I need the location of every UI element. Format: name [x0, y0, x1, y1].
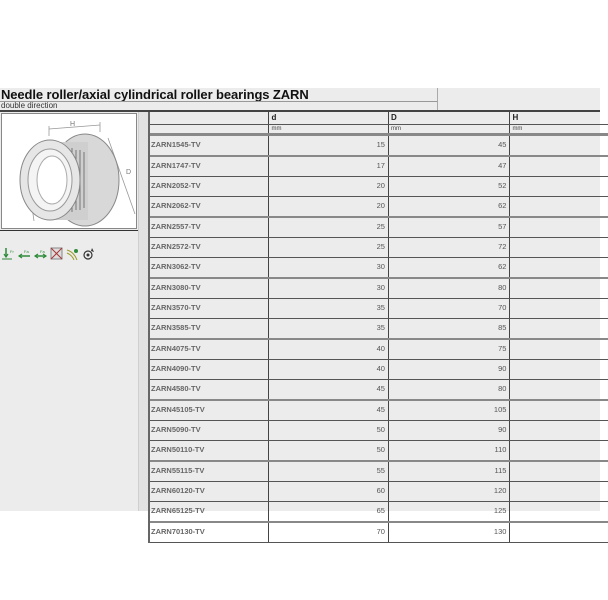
unit-H: mm — [512, 126, 523, 132]
table-body — [150, 136, 608, 543]
product-page — [0, 87, 600, 536]
D-cell: 130 — [389, 523, 510, 542]
page-subtitle: double direction — [1, 101, 58, 110]
designation-cell[interactable]: ZARN3585-TV — [150, 319, 269, 338]
designation-cell[interactable]: ZARN1545-TV — [150, 136, 269, 155]
designation-cell[interactable]: ZARN65125-TV — [150, 502, 269, 521]
D-cell: 110 — [389, 441, 510, 460]
D-cell: 57 — [389, 218, 510, 237]
H-cell — [510, 340, 608, 359]
D-cell: 80 — [389, 380, 510, 399]
designation-cell[interactable]: ZARN4090-TV — [150, 360, 269, 379]
H-cell — [510, 462, 608, 481]
D-cell: 125 — [389, 502, 510, 521]
H-cell — [510, 502, 608, 521]
D-cell: 105 — [389, 401, 510, 420]
H-cell — [510, 238, 608, 257]
d-cell: 45 — [269, 401, 388, 420]
bearing-drawing-icon — [2, 114, 136, 228]
d-cell: 20 — [269, 177, 388, 196]
svg-text:Fa: Fa — [40, 248, 45, 254]
designation-cell[interactable]: ZARN2062-TV — [150, 197, 269, 216]
bidirectional-load-icon[interactable] — [34, 247, 47, 260]
table-row[interactable] — [150, 319, 608, 340]
designation-cell[interactable]: ZARN3062-TV — [150, 258, 269, 277]
seal-grid-icon[interactable] — [50, 247, 63, 260]
table-header-row — [150, 112, 608, 125]
d-cell: 40 — [269, 340, 388, 359]
d-cell: 35 — [269, 299, 388, 318]
lubrication-icon[interactable] — [66, 247, 79, 260]
unit-D: mm — [389, 125, 510, 133]
d-cell: 20 — [269, 197, 388, 216]
d-cell: 30 — [269, 279, 388, 298]
d-cell: 35 — [269, 319, 388, 338]
table-row[interactable] — [150, 360, 608, 380]
H-cell — [510, 177, 608, 196]
d-cell: 70 — [269, 523, 388, 542]
designation-cell[interactable]: ZARN70130-TV — [150, 523, 269, 542]
table-row[interactable] — [150, 299, 608, 319]
d-cell: 30 — [269, 258, 388, 277]
svg-text:Fr: Fr — [10, 248, 14, 254]
D-cell: 62 — [389, 258, 510, 277]
designation-cell[interactable]: ZARN45105-TV — [150, 401, 269, 420]
H-cell — [510, 157, 608, 176]
d-cell: 60 — [269, 482, 388, 501]
title-bar — [0, 88, 438, 101]
d-cell: 45 — [269, 380, 388, 399]
D-cell: 80 — [389, 279, 510, 298]
d-cell: 40 — [269, 360, 388, 379]
H-cell — [510, 441, 608, 460]
bearing-illustration — [1, 113, 137, 229]
D-cell: 72 — [389, 238, 510, 257]
table-row[interactable] — [150, 462, 608, 482]
d-cell: 25 — [269, 238, 388, 257]
H-cell — [510, 299, 608, 318]
H-cell — [510, 482, 608, 501]
page-title: Needle roller/axial cylindrical roller bearings ZARN — [1, 87, 309, 102]
radial-load-icon[interactable] — [18, 247, 31, 260]
H-cell — [510, 218, 608, 237]
designation-cell[interactable]: ZARN3080-TV — [150, 279, 269, 298]
d-cell: 65 — [269, 502, 388, 521]
d-cell: 55 — [269, 462, 388, 481]
table-row[interactable] — [150, 401, 608, 421]
designation-cell[interactable]: ZARN2052-TV — [150, 177, 269, 196]
d-cell: 15 — [269, 136, 388, 155]
header-D[interactable]: D — [389, 112, 510, 124]
designation-cell[interactable]: ZARN55115-TV — [150, 462, 269, 481]
table-row[interactable] — [150, 279, 608, 299]
designation-cell[interactable]: ZARN2557-TV — [150, 218, 269, 237]
table-row[interactable] — [150, 197, 608, 218]
d-cell: 25 — [269, 218, 388, 237]
designation-cell[interactable]: ZARN60120-TV — [150, 482, 269, 501]
panel-splitter[interactable] — [138, 112, 148, 511]
table-row[interactable] — [150, 421, 608, 441]
H-cell — [510, 258, 608, 277]
D-cell: 70 — [389, 299, 510, 318]
D-cell: 90 — [389, 421, 510, 440]
H-cell — [510, 401, 608, 420]
H-cell — [510, 523, 608, 542]
D-cell: 62 — [389, 197, 510, 216]
d-cell: 50 — [269, 441, 388, 460]
unit-d: mm — [269, 125, 388, 133]
H-cell — [510, 279, 608, 298]
header-right-area — [438, 88, 600, 110]
d-cell: 50 — [269, 421, 388, 440]
designation-cell[interactable]: ZARN50110-TV — [150, 441, 269, 460]
D-cell: 75 — [389, 340, 510, 359]
H-cell — [510, 421, 608, 440]
image-panel — [0, 112, 138, 511]
designation-cell[interactable]: ZARN5090-TV — [150, 421, 269, 440]
table-row[interactable] — [150, 238, 608, 258]
image-divider — [0, 230, 138, 231]
header-designation — [150, 112, 269, 124]
table-row[interactable] — [150, 136, 608, 157]
designation-cell[interactable]: ZARN1747-TV — [150, 157, 269, 176]
D-cell: 120 — [389, 482, 510, 501]
H-cell — [510, 197, 608, 216]
H-cell — [510, 380, 608, 399]
table-row[interactable] — [150, 258, 608, 279]
svg-text:D: D — [126, 169, 132, 176]
table-row[interactable] — [150, 502, 608, 523]
header-H[interactable]: H — [512, 113, 519, 122]
table-row[interactable] — [150, 218, 608, 238]
table-row[interactable] — [150, 157, 608, 177]
D-cell: 85 — [389, 319, 510, 338]
D-cell: 45 — [389, 136, 510, 155]
table-row[interactable] — [150, 177, 608, 197]
d-cell: 17 — [269, 157, 388, 176]
table-row[interactable] — [150, 441, 608, 462]
table-row[interactable] — [150, 380, 608, 401]
D-cell: 90 — [389, 360, 510, 379]
designation-cell[interactable]: ZARN3570-TV — [150, 299, 269, 318]
unit-designation — [150, 125, 269, 133]
D-cell: 115 — [389, 462, 510, 481]
table-row[interactable] — [150, 523, 608, 543]
table-row[interactable] — [150, 340, 608, 360]
D-cell: 52 — [389, 177, 510, 196]
designation-cell[interactable]: ZARN4075-TV — [150, 340, 269, 359]
designation-cell[interactable]: ZARN4580-TV — [150, 380, 269, 399]
property-icons — [2, 246, 95, 260]
bearing-symbol-icon[interactable] — [82, 247, 95, 260]
D-cell: 47 — [389, 157, 510, 176]
H-cell — [510, 136, 608, 155]
H-cell — [510, 319, 608, 338]
H-cell — [510, 360, 608, 379]
axial-load-icon[interactable] — [2, 247, 15, 260]
header-d[interactable]: d — [269, 112, 388, 124]
table-units-row — [150, 125, 608, 136]
table-row[interactable] — [150, 482, 608, 502]
svg-text:Fa: Fa — [24, 248, 29, 254]
designation-cell[interactable]: ZARN2572-TV — [150, 238, 269, 257]
bearing-table — [148, 112, 608, 543]
svg-text:H: H — [70, 121, 76, 128]
